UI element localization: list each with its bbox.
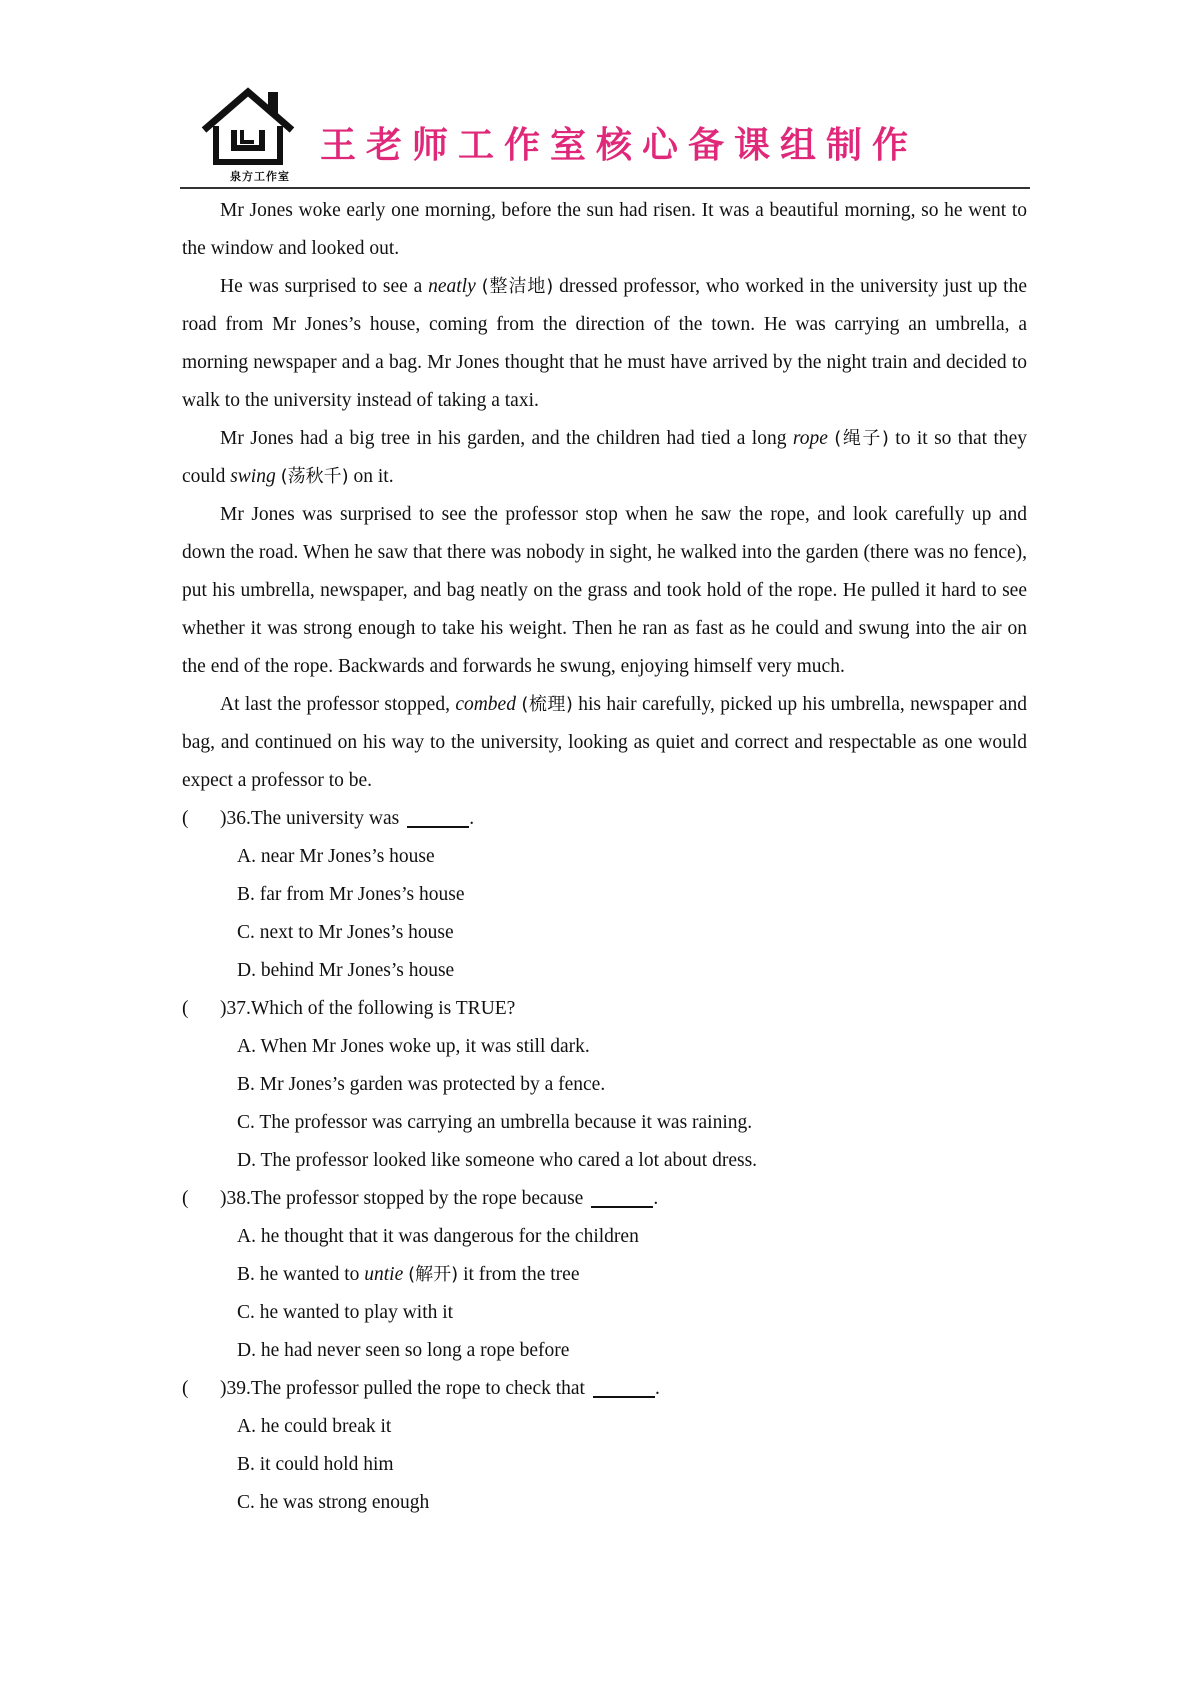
answer-bracket[interactable]: ( bbox=[182, 1188, 189, 1209]
passage-paragraph-5 bbox=[182, 686, 1027, 800]
option-39-a: A. he could break it bbox=[237, 1416, 392, 1437]
question-stem bbox=[220, 1370, 660, 1408]
option-36-d: D. behind Mr Jones’s house bbox=[237, 960, 455, 981]
vocab-word: combed bbox=[455, 694, 516, 715]
question-stem-text: )36.The university was bbox=[220, 808, 400, 829]
vocab-word: rope bbox=[792, 428, 828, 449]
option-36-c: C. next to Mr Jones’s house bbox=[237, 922, 454, 943]
paragraph-text: He was surprised to see a bbox=[220, 276, 429, 297]
vocab-gloss: (绳子) bbox=[834, 428, 889, 449]
passage-paragraph-4 bbox=[182, 496, 1027, 686]
question-stem: )37.Which of the following is TRUE? bbox=[220, 998, 516, 1019]
paragraph-text: Mr Jones had a big tree in his garden, and the children had tied a long bbox=[220, 428, 793, 449]
question-36 bbox=[182, 800, 1027, 838]
option-37-d: D. The professor looked like someone who cared a lot about dress. bbox=[237, 1150, 758, 1171]
option-38-c: C. he wanted to play with it bbox=[237, 1302, 454, 1323]
answer-blank[interactable] bbox=[591, 1184, 653, 1208]
house-icon bbox=[198, 86, 298, 168]
paragraph-text: to it so that they could bbox=[182, 428, 1028, 487]
answer-blank[interactable] bbox=[407, 804, 469, 828]
question-stem-end: . bbox=[654, 1378, 660, 1399]
passage-paragraph-3 bbox=[182, 420, 1027, 496]
answer-blank[interactable] bbox=[593, 1374, 655, 1398]
vocab-gloss: (梳理) bbox=[521, 694, 573, 715]
option-37-c: C. The professor was carrying an umbrella because it was raining. bbox=[237, 1112, 753, 1133]
question-38 bbox=[182, 1180, 1027, 1218]
option-38-a: A. he thought that it was dangerous for the children bbox=[237, 1226, 639, 1247]
option-38-d: D. he had never seen so long a rope before bbox=[237, 1340, 570, 1361]
option-37-a: A. When Mr Jones woke up, it was still dark. bbox=[237, 1036, 590, 1057]
question-stem-text: )39.The professor pulled the rope to check that bbox=[220, 1378, 585, 1399]
logo-caption: 泉方工作室 bbox=[230, 170, 290, 183]
option-39-c: C. he was strong enough bbox=[237, 1492, 430, 1513]
question-stem bbox=[220, 800, 474, 838]
question-stem-end: . bbox=[469, 808, 475, 829]
paragraph-text: on it. bbox=[348, 466, 394, 487]
option-text: it from the tree bbox=[458, 1264, 580, 1285]
vocab-gloss: (整洁地) bbox=[481, 276, 554, 297]
option-36-a: A. near Mr Jones’s house bbox=[237, 846, 435, 867]
paragraph-text: Mr Jones was surprised to see the professor stop when he saw the rope, and look carefully up and down the road. When he saw that there was nobody in sight, he walked into the garden (there was no fence), put his umbrella, newspaper, and bag neatly on the grass and took hold of the rope. He pulled it hard to see whether it was strong enough to take his weight. Then he ran as fast as he could and swung into the air on the end of the rope. Backwards and forwards he swung, enjoying himself very much. bbox=[182, 504, 1027, 677]
paragraph-text: dressed professor, who worked in the university just up the road from Mr Jones’s house, coming from the direction of the town. He was carrying an umbrella, a morning newspaper and a bag. Mr Jones thought that he must have arrived by the night train and decided to walk to the university instead of taking a taxi. bbox=[182, 276, 1028, 411]
vocab-gloss: (解开) bbox=[408, 1264, 459, 1285]
option-37-b: B. Mr Jones’s garden was protected by a fence. bbox=[237, 1074, 606, 1095]
paragraph-text: his hair carefully, picked up his umbrella, newspaper and bag, and continued on his way to the university, looking as quiet and correct and respectable as one would expect a professor to be. bbox=[182, 694, 1028, 791]
paragraph-text: At last the professor stopped, bbox=[220, 694, 456, 715]
option-36-b: B. far from Mr Jones’s house bbox=[237, 884, 465, 905]
passage-paragraph-2 bbox=[182, 268, 1027, 420]
page-header bbox=[180, 80, 1030, 190]
question-37 bbox=[182, 990, 1027, 1028]
question-stem-end: . bbox=[653, 1188, 659, 1209]
vocab-word: swing bbox=[230, 466, 276, 487]
option-38-b bbox=[237, 1256, 1027, 1294]
logo bbox=[198, 86, 298, 186]
option-39-b: B. it could hold him bbox=[237, 1454, 394, 1475]
answer-bracket[interactable]: ( bbox=[182, 808, 189, 829]
option-text: B. he wanted to bbox=[237, 1264, 365, 1285]
answer-bracket[interactable]: ( bbox=[182, 998, 189, 1019]
question-39 bbox=[182, 1370, 1027, 1408]
worksheet-content bbox=[182, 192, 1027, 1522]
paragraph-text: Mr Jones woke early one morning, before the sun had risen. It was a beautiful morning, so he went to the window and looked out. bbox=[182, 200, 1027, 259]
passage-paragraph-1 bbox=[182, 192, 1027, 268]
answer-bracket[interactable]: ( bbox=[182, 1378, 189, 1399]
vocab-word: neatly bbox=[428, 276, 476, 297]
question-stem bbox=[220, 1180, 658, 1218]
header-divider bbox=[180, 187, 1030, 189]
vocab-word: untie bbox=[364, 1264, 404, 1285]
header-banner: 王老师工作室核心备课组制作 bbox=[320, 124, 919, 166]
vocab-gloss: (荡秋千) bbox=[280, 466, 349, 487]
question-stem-text: )38.The professor stopped by the rope because bbox=[220, 1188, 584, 1209]
